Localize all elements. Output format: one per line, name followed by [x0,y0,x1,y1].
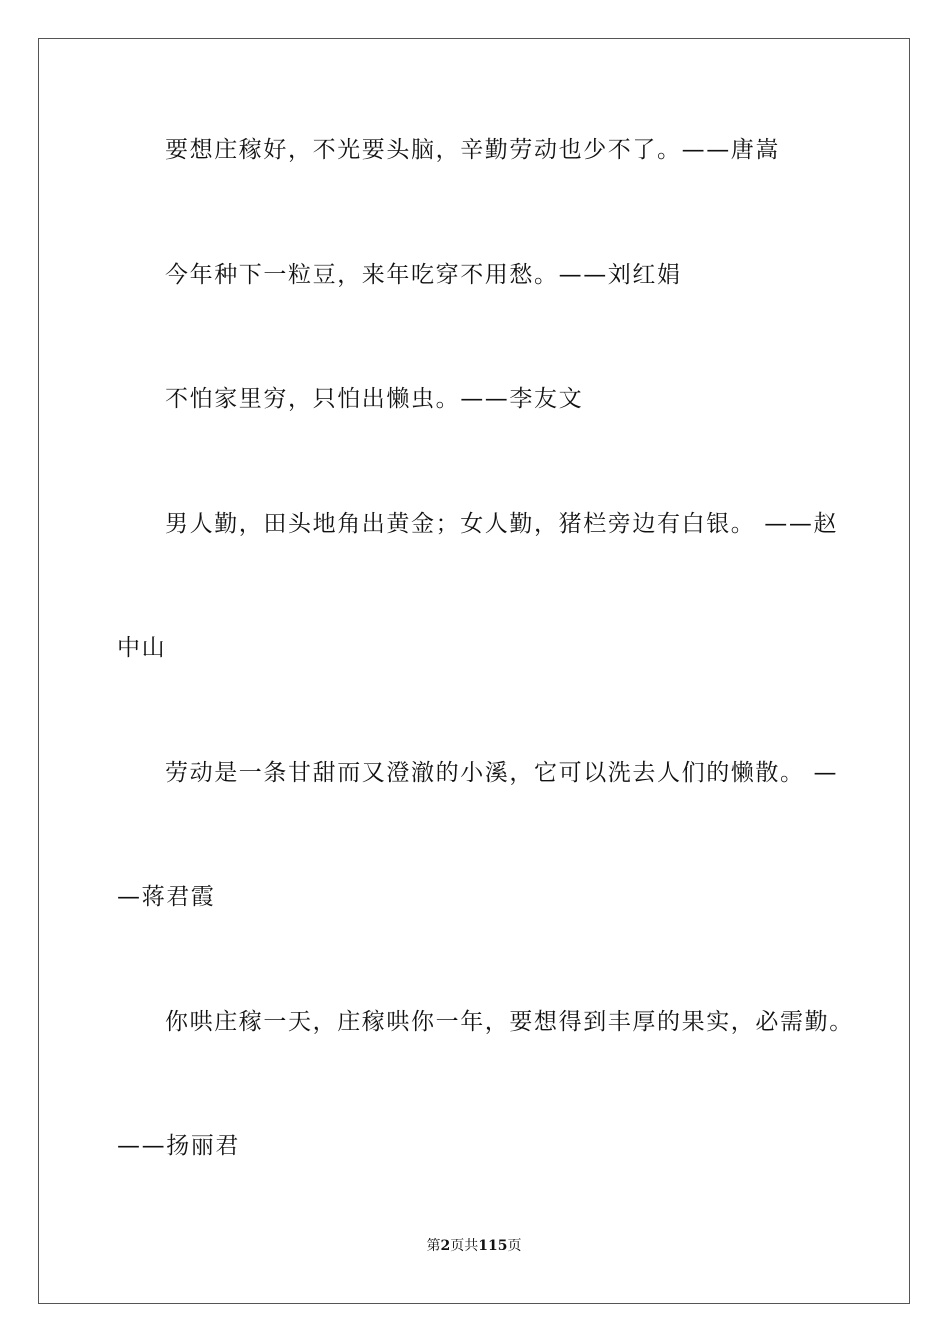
total-prefix: 共 [464,1238,479,1254]
page-number: 2 [440,1238,451,1254]
page-footer [39,1236,909,1256]
quote-line-6-continued: ——扬丽君 [117,1133,240,1159]
quote-line-1: 要想庄稼好，不光要头脑，辛勤劳动也少不了。——唐嵩 [165,137,780,163]
total-suffix: 页 [507,1238,522,1254]
quote-line-6: 你哄庄稼一天，庄稼哄你一年，要想得到丰厚的果实，必需勤。 [165,1009,854,1035]
quote-line-5: 劳动是一条甘甜而又澄澈的小溪，它可以洗去人们的懒散。 — [165,760,839,786]
page-suffix: 页 [450,1238,465,1254]
quote-line-5-continued: —蒋君霞 [117,884,216,910]
quote-line-4: 男人勤，田头地角出黄金；女人勤，猪栏旁边有白银。 ——赵 [165,511,839,537]
quote-line-4-continued: 中山 [117,635,167,661]
quote-line-2: 今年种下一粒豆，来年吃穿不用愁。——刘红娟 [165,262,682,288]
total-pages: 115 [478,1238,508,1254]
document-page [38,38,910,1304]
page-prefix: 第 [426,1238,441,1254]
quote-line-3: 不怕家里穷，只怕出懒虫。——李友文 [165,386,584,412]
